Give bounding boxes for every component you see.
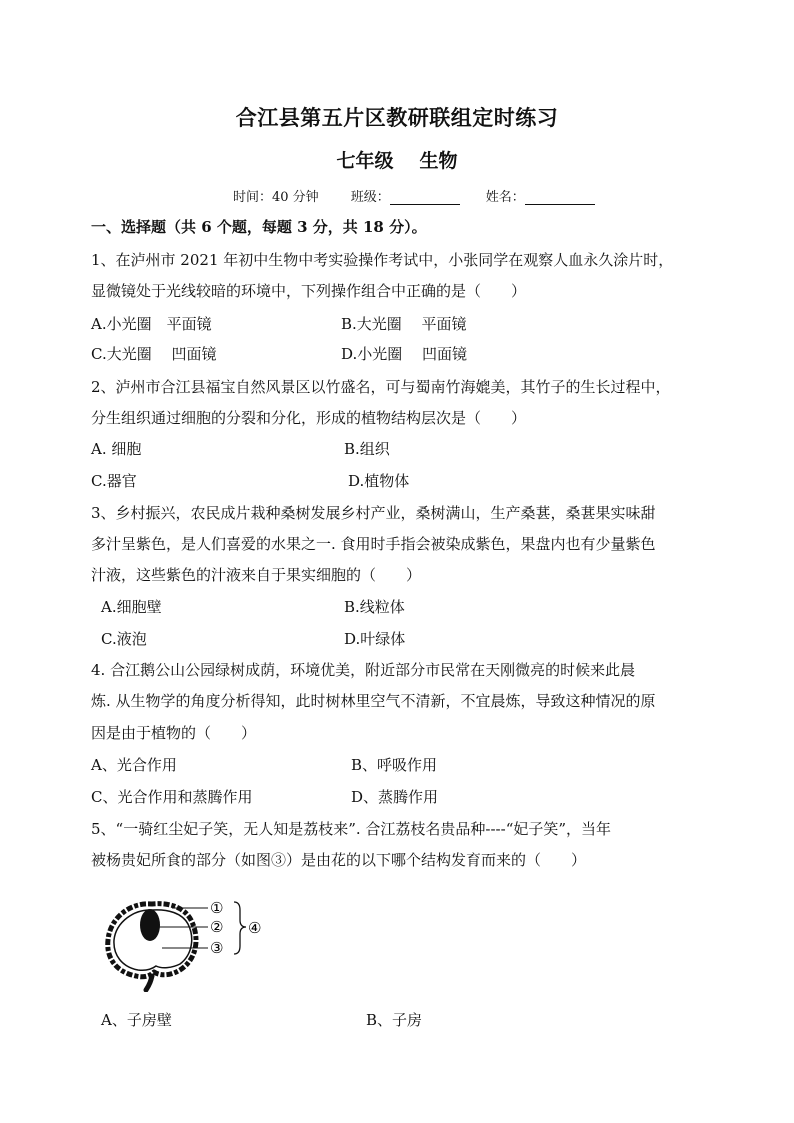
q5-option-a[interactable]: A、子房壁 [101, 1011, 172, 1029]
class-label: 班级： [350, 190, 390, 205]
subject-label: 生物 [419, 150, 458, 172]
q5-line-1: 5、“一骑红尘妃子笑，无人知是荔枝来”. 合江荔枝名贵品种----“妃子笑”，当年 [91, 820, 612, 838]
class-blank[interactable] [390, 191, 460, 205]
q1-line-1: 1、在泸州市 2021 年初中生物中考实验操作考试中，小张同学在观察人血永久涂片时， [91, 251, 674, 269]
q2-line-2: 分生组织通过细胞的分裂和分化，形成的植物结构层次是（ ） [91, 409, 527, 427]
q4-option-a[interactable]: A、光合作用 [91, 756, 177, 774]
q3-line-3: 汁液，这些紫色的汁液来自于果实细胞的（ ） [91, 566, 422, 584]
lychee-stalk [146, 976, 152, 990]
name-label: 姓名： [485, 190, 525, 205]
q3-option-a[interactable]: A.细胞壁 [101, 598, 162, 616]
q1-option-a[interactable]: A.小光圈 平面镜 [91, 315, 212, 333]
section-heading: 一、选择题（共 6 个题，每题 3 分，共 18 分）。 [91, 218, 427, 236]
q4-option-b[interactable]: B、呼吸作用 [351, 756, 438, 774]
q1-option-d[interactable]: D.小光圈 凹面镜 [341, 345, 468, 363]
q5-option-b[interactable]: B、子房 [366, 1011, 423, 1029]
figure-label-1: ① [210, 899, 224, 917]
q1-line-2: 显微镜处于光线较暗的环境中，下列操作组合中正确的是（ ） [91, 282, 527, 300]
q3-option-d[interactable]: D.叶绿体 [344, 630, 406, 648]
q4-line-3: 因是由于植物的（ ） [91, 724, 257, 742]
q2-option-a[interactable]: A. 细胞 [91, 440, 142, 458]
lychee-figure [100, 892, 270, 992]
q3-option-c[interactable]: C.液泡 [101, 630, 147, 648]
q3-line-1: 3、乡村振兴，农民成片栽种桑树发展乡村产业，桑树满山，生产桑葚，桑葚果实味甜 [91, 504, 656, 522]
q1-option-c[interactable]: C.大光圈 凹面镜 [91, 345, 217, 363]
q2-option-c[interactable]: C.器官 [91, 472, 137, 490]
q4-line-1: 4. 合江鹅公山公园绿树成荫，环境优美，附近部分市民常在天刚微亮的时候来此晨 [91, 661, 636, 679]
q4-option-c[interactable]: C、光合作用和蒸腾作用 [91, 788, 253, 806]
page-title: 合江县第五片区教研联组定时练习 [235, 105, 559, 130]
brace [234, 902, 246, 954]
lychee-seed [140, 909, 160, 941]
q2-option-b[interactable]: B.组织 [344, 440, 390, 458]
figure-label-3: ③ [210, 939, 224, 957]
figure-label-2: ② [210, 918, 224, 936]
q3-option-b[interactable]: B.线粒体 [344, 598, 405, 616]
time-label: 时间：40 分钟 [233, 190, 319, 205]
q3-line-2: 多汁呈紫色，是人们喜爱的水果之一. 食用时手指会被染成紫色，果盘内也有少量紫色 [91, 535, 656, 553]
q4-option-d[interactable]: D、蒸腾作用 [351, 788, 439, 806]
q4-line-2: 炼. 从生物学的角度分析得知，此时树林里空气不清新，不宜晨炼，导致这种情况的原 [91, 692, 656, 710]
q2-option-d[interactable]: D.植物体 [348, 472, 410, 490]
grade-label: 七年级 [336, 150, 394, 172]
page-subtitle [0, 146, 794, 173]
exam-info [233, 186, 595, 205]
name-blank[interactable] [525, 191, 595, 205]
q5-line-2: 被杨贵妃所食的部分（如图③）是由花的以下哪个结构发育而来的（ ） [91, 851, 587, 869]
q2-line-1: 2、泸州市合江县福宝自然风景区以竹盛名，可与蜀南竹海媲美，其竹子的生长过程中， [91, 378, 671, 396]
q1-option-b[interactable]: B.大光圈 平面镜 [341, 315, 467, 333]
figure-label-4: ④ [248, 919, 262, 937]
